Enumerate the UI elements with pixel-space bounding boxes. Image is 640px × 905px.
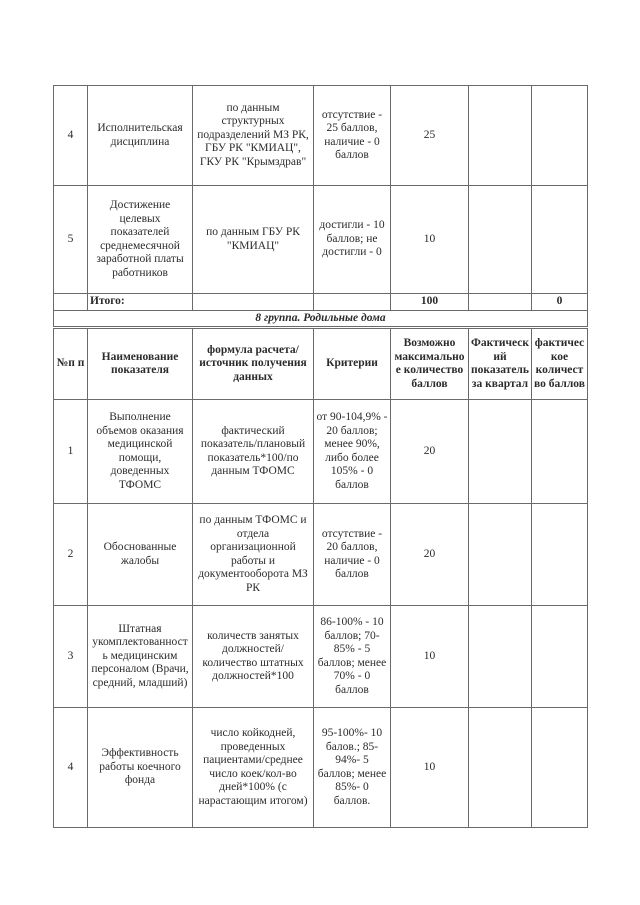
- indicator-max: 10: [391, 186, 469, 294]
- total-max: 100: [391, 294, 469, 311]
- header-row: [54, 328, 588, 400]
- group-title: 8 группа. Родильные дома: [54, 310, 588, 328]
- indicator-max: 25: [391, 86, 469, 186]
- row-number: 4: [54, 86, 88, 186]
- indicator-criteria: отсутствие - 20 баллов, наличие - 0 баллов: [314, 504, 391, 606]
- indicator-criteria: отсутствие - 25 баллов, наличие - 0 баллов: [314, 86, 391, 186]
- indicator-actual-quarter: [469, 186, 532, 294]
- indicator-actual-quarter: [469, 504, 532, 606]
- row-number: 1: [54, 400, 88, 504]
- table-row: [54, 708, 588, 828]
- indicator-actual-quarter: [469, 400, 532, 504]
- indicator-source: по данным ГБУ РК "КМИАЦ": [193, 186, 314, 294]
- indicator-actual: [532, 186, 588, 294]
- indicator-actual-quarter: [469, 86, 532, 186]
- document-sheet: [53, 85, 587, 828]
- indicator-max: 10: [391, 606, 469, 708]
- table-row: [54, 606, 588, 708]
- indicator-source: число койкодней, проведенных пациентами/среднее число коек/кол-во дней*100% (с нарастающим итогом): [193, 708, 314, 828]
- indicator-source: по данным ТФОМС и отдела организационной работы и документооборота МЗ РК: [193, 504, 314, 606]
- indicator-name: Обоснованные жалобы: [88, 504, 193, 606]
- indicators-table: [53, 85, 588, 828]
- total-label: Итого:: [88, 294, 193, 311]
- row-number: 2: [54, 504, 88, 606]
- header-number: №п п: [54, 328, 88, 400]
- row-number: 4: [54, 708, 88, 828]
- header-actual: фактическое количество баллов: [532, 328, 588, 400]
- indicator-max: 10: [391, 708, 469, 828]
- indicator-actual: [532, 400, 588, 504]
- row-number: 3: [54, 606, 88, 708]
- header-max: Возможно максимальное количество баллов: [391, 328, 469, 400]
- indicator-name: Эффективность работы коечного фонда: [88, 708, 193, 828]
- indicator-actual: [532, 708, 588, 828]
- indicator-source: по данным структурных подразделений МЗ РК, ГБУ РК "КМИАЦ", ГКУ РК "Крымздрав": [193, 86, 314, 186]
- indicator-max: 20: [391, 504, 469, 606]
- indicator-criteria: 86-100% - 10 баллов; 70-85% - 5 баллов; менее 70% - 0 баллов: [314, 606, 391, 708]
- indicator-actual-quarter: [469, 606, 532, 708]
- table-row: [54, 504, 588, 606]
- indicator-source: количеств занятых должностей/количество штатных должностей*100: [193, 606, 314, 708]
- indicator-name: Исполнительская дисциплина: [88, 86, 193, 186]
- indicator-name: Выполнение объемов оказания медицинской помощи, доведенных ТФОМС: [88, 400, 193, 504]
- indicator-criteria: 95-100%- 10 балов.; 85-94%- 5 баллов; менее 85%- 0 баллов.: [314, 708, 391, 828]
- indicator-name: Штатная укомплектованность медицинским персоналом (Врачи, средний, младший): [88, 606, 193, 708]
- header-criteria: Критерии: [314, 328, 391, 400]
- table-row: [54, 400, 588, 504]
- indicator-actual: [532, 606, 588, 708]
- indicator-name: Достижение целевых показателей среднемесячной заработной платы работников: [88, 186, 193, 294]
- table-row: [54, 186, 588, 294]
- header-formula: формула расчета/источник получения данных: [193, 328, 314, 400]
- indicator-actual-quarter: [469, 708, 532, 828]
- group-title-row: [54, 310, 588, 328]
- total-actual: 0: [532, 294, 588, 311]
- header-actual-quarter: Фактический показатель за квартал: [469, 328, 532, 400]
- indicator-criteria: от 90-104,9% - 20 баллов; менее 90%, либо более 105% - 0 баллов: [314, 400, 391, 504]
- total-row: [54, 294, 588, 311]
- indicator-source: фактический показатель/плановый показатель*100/по данным ТФОМС: [193, 400, 314, 504]
- indicator-actual: [532, 504, 588, 606]
- indicator-max: 20: [391, 400, 469, 504]
- row-number: 5: [54, 186, 88, 294]
- indicator-actual: [532, 86, 588, 186]
- indicator-criteria: достигли - 10 баллов; не достигли - 0: [314, 186, 391, 294]
- table-row: [54, 86, 588, 186]
- header-name: Наименование показателя: [88, 328, 193, 400]
